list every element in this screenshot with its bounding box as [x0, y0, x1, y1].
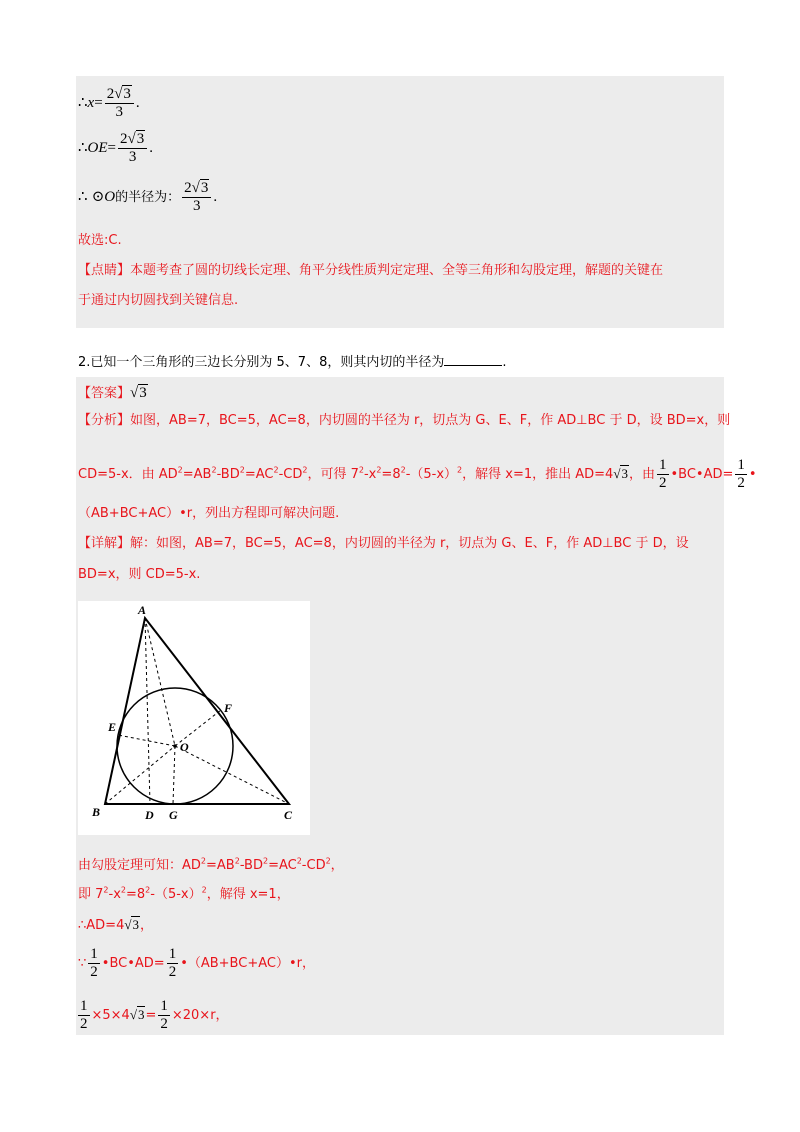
step-2: 即 $7^2-x^2=8^2-(5-x)^2$，解得 x=1， — [78, 885, 290, 902]
detail-line-1: 【详解】解：如图，AB=7，BC=5，AC=8，内切圆的半径为 r，切点为 G、E、F，作 AD⊥BC 于 D，设 — [78, 536, 689, 551]
detail-label: 【详解】 — [78, 536, 131, 551]
segment-og — [173, 746, 175, 804]
label-g: G — [169, 808, 178, 822]
label-d: D — [145, 808, 154, 822]
step-5: $\frac{1}{2}$ ×5×4√3= $\frac{1}{2}$ ×20×r， — [80, 998, 229, 1032]
label-b: B — [92, 805, 101, 819]
label-c: C — [284, 808, 293, 822]
question-2: 2.已知一个三角形的三边长分别为 5、7、8，则其内切的半径为 . — [78, 355, 507, 370]
step-3: ∴AD=4√3， — [78, 917, 153, 933]
label-f: F — [224, 701, 233, 715]
incircle-triangle-figure — [78, 601, 310, 835]
choice-line: 故选:C. — [78, 233, 122, 248]
label-e: E — [108, 720, 117, 734]
step-4: ∵ $\frac{1}{2}$ •BC•AD= $\frac{1}{2}$ •（AB+BC+AC）•r， — [78, 946, 315, 980]
analysis-line-2: CD=5-x．由 $AD^2=AB^2-BD^2=AC^2-CD^2$，可得 $7^2-x^2=8^2-(5-x)^2$，解得 x=1，推出 AD=4√3，由 $\frac{1}{2}$ •BC•AD= $\frac{1}{2}$ • — [78, 457, 757, 491]
analysis-line-3: （AB+BC+AC）•r，列出方程即可解决问题. — [78, 506, 340, 521]
segment-oe — [118, 735, 175, 746]
detail-line-2: BD=x，则 CD=5-x. — [78, 567, 201, 582]
label-o: O — [180, 740, 189, 754]
line-oe-value: ∴OE= $\frac{2√3}{3}$ . — [78, 131, 153, 165]
analysis-line-1: 【分析】如图，AB=7，BC=5，AC=8，内切圆的半径为 r，切点为 G、E、F，作 AD⊥BC 于 D，设 BD=x，则 — [78, 413, 731, 428]
line-radius-value: ∴ ⊙O的半径为： $\frac{2√3}{3}$ . — [78, 180, 218, 214]
answer-blank — [444, 353, 502, 366]
center-point — [173, 744, 177, 748]
label-a: A — [138, 603, 147, 617]
answer-line: 【答案】√3 — [78, 385, 147, 401]
altitude-ad — [145, 618, 150, 804]
step-1: 由勾股定理可知：$AD^2=AB^2-BD^2=AC^2-CD^2$， — [78, 856, 344, 873]
line-x-value: ∴x= $\frac{2√3}{3}$ . — [78, 86, 140, 120]
triangle-abc — [105, 618, 289, 804]
dianjing-label: 【点睛】 — [78, 263, 131, 278]
dianjing-line-2: 于通过内切圆找到关键信息. — [78, 293, 239, 308]
dianjing-line-1: 【点睛】本题考查了圆的切线长定理、角平分线性质判定定理、全等三角形和勾股定理，解题的关键在 — [78, 263, 664, 278]
analysis-label: 【分析】 — [78, 413, 131, 428]
